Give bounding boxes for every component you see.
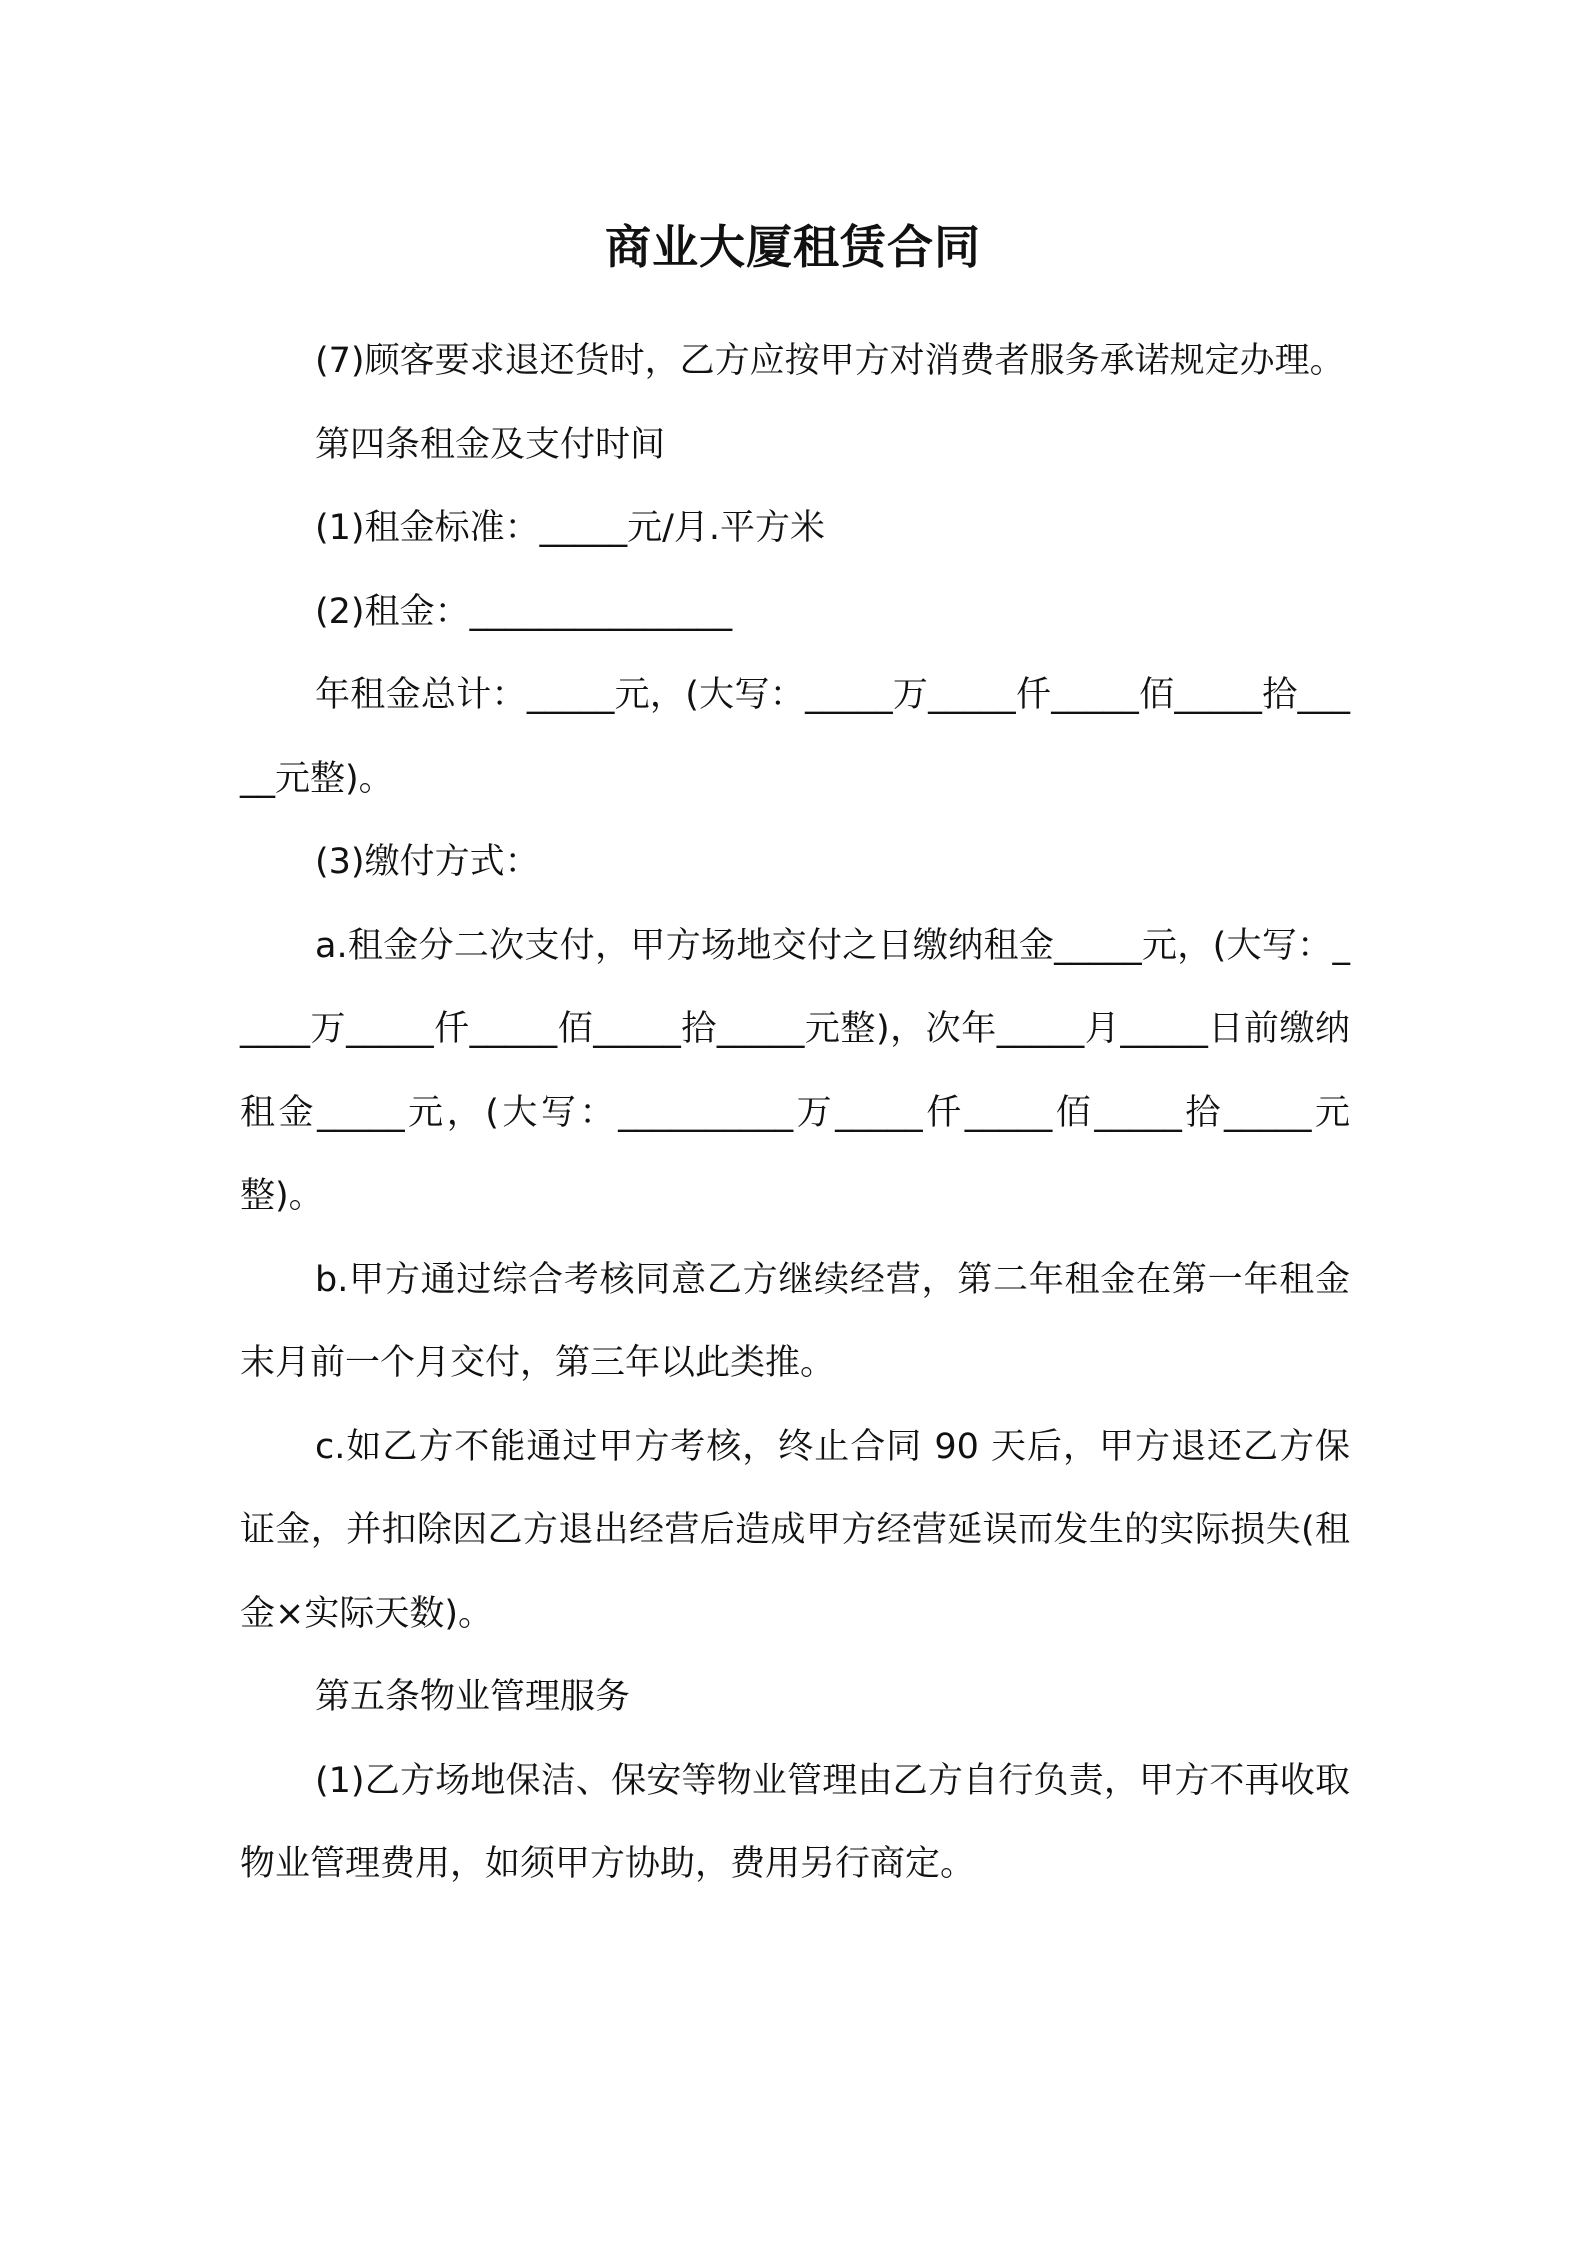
paragraph-payment-method: (3)缴付方式：: [315, 842, 540, 882]
article-4-heading: 第四条租金及支付时间: [315, 424, 666, 465]
paragraph-rent-standard: (1)租金标准：_____元/月.平方米: [315, 508, 825, 548]
paragraph-payment-b: b.甲方通过综合考核同意乙方继续经营，第二年租金在第一年租金末月前一个月交付，第三年以此类推。: [240, 1259, 1350, 1383]
paragraph-payment-c: c.如乙方不能通过甲方考核，终止合同 90 天后，甲方退还乙方保证金，并扣除因乙方退出经营后造成甲方经营延误而发生的实际损失(租金×实际天数)。: [240, 1426, 1350, 1634]
paragraph-customer-returns: (7)顾客要求退还货时，乙方应按甲方对消费者服务承诺规定办理。: [315, 341, 1345, 381]
document-title: 商业大厦租赁合同: [605, 220, 981, 274]
paragraph-property-management: (1)乙方场地保洁、保安等物业管理由乙方自行负责，甲方不再收取物业管理费用，如须甲方协助，费用另行商定。: [240, 1760, 1350, 1884]
paragraph-payment-a: a.租金分二次支付，甲方场地交付之日缴纳租金_____元，(大写：_____万_____仟_____佰_____拾_____元整)，次年_____月_____日前缴纳租金_____元，(大写：__________万_____仟_____佰_____拾_____元整)。: [240, 925, 1350, 1216]
document-body: [240, 320, 1350, 1907]
article-5-heading: 第五条物业管理服务: [315, 1677, 631, 1717]
paragraph-annual-rent-total: 年租金总计：_____元，(大写：_____万_____仟_____佰_____拾_____元整)。: [240, 675, 1350, 799]
paragraph-rent: (2)租金：_______________: [315, 591, 733, 632]
